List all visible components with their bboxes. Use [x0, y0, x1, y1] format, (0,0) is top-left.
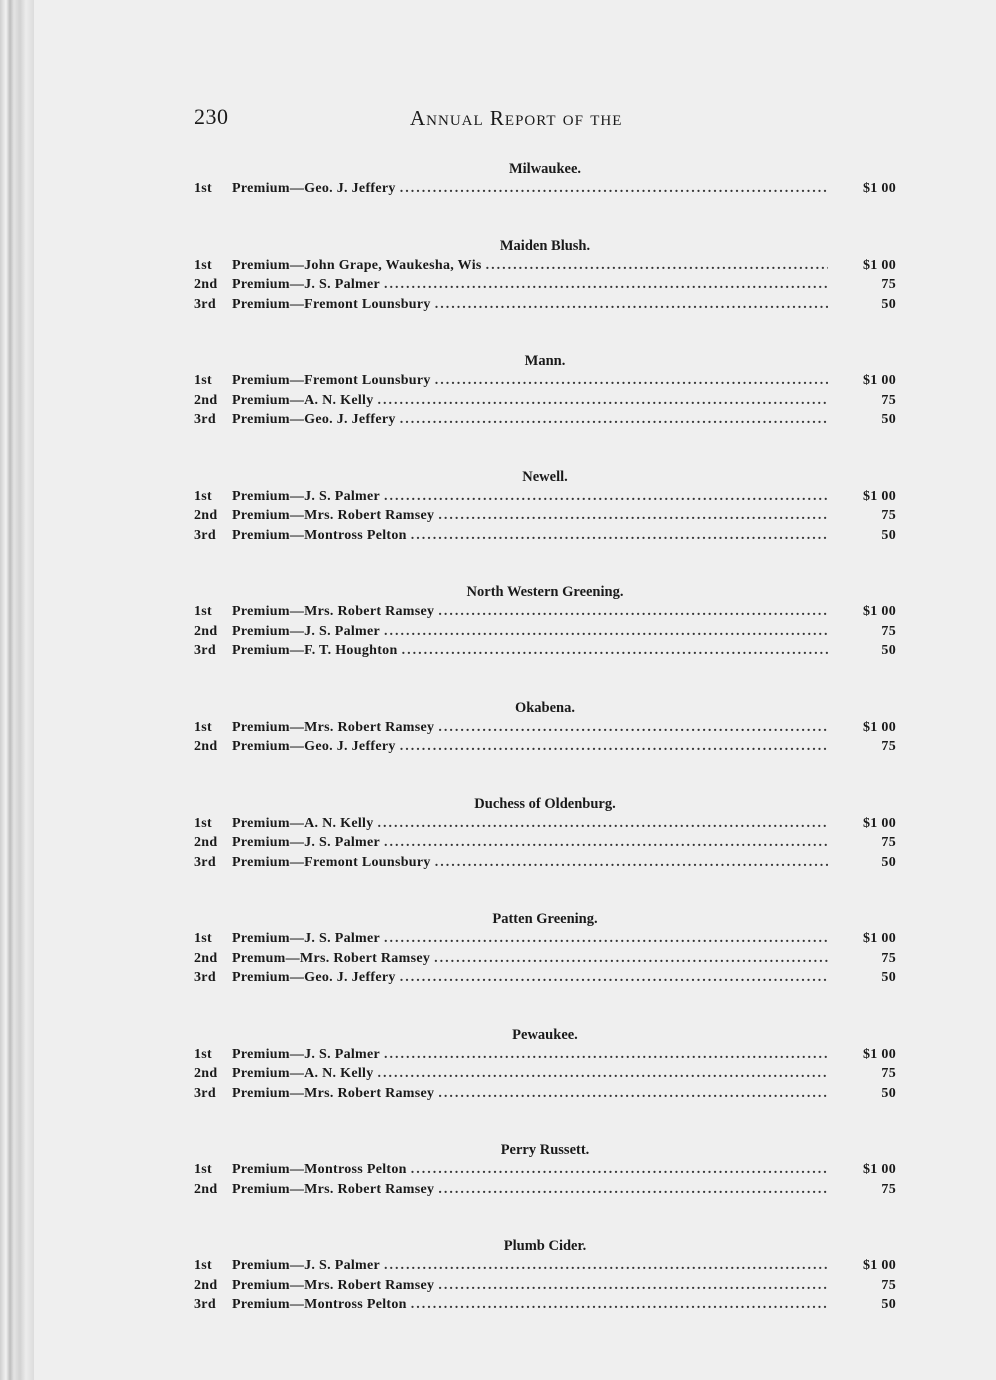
premium-entry [194, 391, 896, 411]
premium-entry [194, 526, 896, 546]
entry-place: 1st [194, 604, 213, 619]
entry-place: 1st [194, 181, 213, 196]
dot-leader [400, 179, 828, 199]
premium-section [194, 352, 896, 430]
dot-leader [438, 718, 828, 738]
entry-winner: Premium—J. S. Palmer [232, 277, 381, 292]
premium-entry [194, 853, 896, 873]
entry-amount: 50 [881, 1297, 896, 1312]
premium-section [194, 160, 896, 199]
dot-leader [411, 526, 828, 546]
entry-amount: 50 [881, 412, 896, 427]
entry-winner: Premium—Geo. J. Jeffery [232, 970, 396, 985]
dot-leader [438, 506, 828, 526]
entry-winner: Premium—Fremont Lounsbury [232, 854, 431, 870]
entry-winner: Premium—Mrs. Robert Ramsey [232, 1181, 435, 1197]
dot-leader [411, 1160, 828, 1180]
dot-leader [384, 1256, 828, 1276]
entry-amount: $1 00 [863, 257, 896, 273]
entry-amount: 75 [881, 508, 896, 523]
entry-place: 2nd [194, 508, 218, 523]
dot-leader [384, 833, 828, 853]
running-head: Annual Report of the [410, 106, 623, 130]
dot-leader [378, 1064, 828, 1084]
entry-amount: 75 [881, 623, 896, 639]
entry-place: 2nd [194, 277, 218, 292]
entry-place: 1st [194, 373, 213, 388]
dot-leader [384, 622, 828, 642]
entry-winner: Premium—Mrs. Robert Ramsey [232, 719, 435, 735]
entry-amount: 50 [881, 1085, 896, 1101]
section-title: Duchess of Oldenburg. [474, 795, 616, 812]
premium-entry [194, 179, 896, 199]
entry-place: 2nd [194, 1066, 218, 1081]
section-title: Patten Greening. [492, 911, 598, 927]
document-page [34, 0, 996, 1380]
entry-place: 2nd [194, 950, 218, 966]
premium-section [194, 1141, 896, 1199]
premium-section [194, 699, 896, 757]
section-title: Perry Russett. [500, 1142, 590, 1158]
entry-place: 2nd [194, 623, 218, 639]
entry-winner: Premium—Geo. J. Jeffery [232, 181, 396, 196]
premium-entry [194, 275, 896, 295]
entry-place: 3rd [194, 970, 216, 985]
entry-winner: Premium—Fremont Lounsbury [232, 296, 431, 312]
entry-winner: Premium—A. N. Kelly [232, 392, 374, 408]
entry-amount: $1 00 [863, 488, 896, 504]
premium-entry [194, 1256, 896, 1276]
entry-winner: Premium—John Grape, Waukesha, Wis [232, 257, 482, 273]
entry-amount: $1 00 [863, 1162, 896, 1177]
entry-place: 2nd [194, 1181, 218, 1197]
dot-leader [411, 1295, 828, 1315]
entry-winner: Premium—Geo. J. Jeffery [232, 739, 396, 754]
premium-entry [194, 929, 896, 949]
entry-amount: $1 00 [863, 373, 896, 388]
section-title: North Western Greening. [466, 584, 624, 600]
premium-entry [194, 1276, 896, 1296]
entry-amount: $1 00 [863, 181, 896, 196]
dot-leader [434, 949, 828, 969]
section-title: Newell. [522, 468, 568, 485]
entry-winner: Premium—Geo. J. Jeffery [232, 412, 396, 427]
premium-entry [194, 814, 896, 834]
dot-leader [435, 295, 828, 315]
premium-entry [194, 1295, 896, 1315]
entry-amount: 50 [881, 296, 896, 312]
entry-amount: 75 [881, 392, 896, 408]
dot-leader [384, 929, 828, 949]
dot-leader [438, 602, 828, 622]
section-title: Okabena. [514, 699, 576, 716]
premium-entry [194, 833, 896, 853]
entry-winner: Premium—Montross Pelton [232, 1162, 407, 1177]
page-header [194, 104, 894, 134]
entry-place: 1st [194, 815, 213, 831]
entry-winner: Premium—Mrs. Robert Ramsey [232, 604, 435, 619]
dot-leader [400, 410, 828, 430]
section-title: Plumb Cider. [503, 1238, 587, 1254]
premium-entry [194, 371, 896, 391]
entry-place: 1st [194, 931, 213, 946]
entry-amount: 50 [881, 854, 896, 870]
premium-section [194, 1026, 896, 1104]
entry-place: 1st [194, 1162, 213, 1177]
entry-amount: $1 00 [863, 931, 896, 946]
entry-winner: Premium—F. T. Houghton [232, 643, 398, 658]
dot-leader [384, 275, 828, 295]
dot-leader [384, 1045, 828, 1065]
entry-winner: Premium—J. S. Palmer [232, 835, 381, 850]
entry-winner: Premium—A. N. Kelly [232, 1066, 374, 1081]
entry-place: 1st [194, 719, 213, 735]
dot-leader [384, 487, 828, 507]
entry-winner: Premium—Mrs. Robert Ramsey [232, 1085, 435, 1101]
entry-winner: Premum—Mrs. Robert Ramsey [232, 950, 431, 966]
section-title: Mann. [524, 353, 566, 369]
entry-place: 3rd [194, 412, 216, 427]
entry-amount: $1 00 [863, 719, 896, 735]
entry-amount: 75 [881, 1277, 896, 1293]
page-number: 230 [194, 104, 229, 129]
entry-winner: Premium—Montross Pelton [232, 527, 407, 543]
entry-place: 1st [194, 1258, 213, 1273]
premium-entry [194, 718, 896, 738]
premium-entry [194, 949, 896, 969]
entry-amount: 75 [881, 1066, 896, 1081]
entry-amount: 50 [881, 970, 896, 985]
entry-winner: Premium—J. S. Palmer [232, 488, 381, 504]
entry-amount: 75 [881, 835, 896, 850]
dot-leader [435, 371, 828, 391]
dot-leader [438, 1276, 828, 1296]
premium-entry [194, 602, 896, 622]
premium-section [194, 237, 896, 315]
dot-leader [402, 641, 828, 661]
dot-leader [438, 1084, 828, 1104]
premium-section [194, 583, 896, 661]
entry-place: 3rd [194, 854, 216, 870]
entry-winner: Premium—J. S. Palmer [232, 931, 381, 946]
entry-place: 1st [194, 488, 213, 504]
entry-winner: Premium—Fremont Lounsbury [232, 373, 431, 388]
entry-place: 3rd [194, 643, 216, 658]
entry-winner: Premium—J. S. Palmer [232, 623, 381, 639]
premium-entry [194, 506, 896, 526]
entry-place: 3rd [194, 1297, 216, 1312]
entry-amount: 75 [881, 277, 896, 292]
dot-leader [435, 853, 828, 873]
section-title: Milwaukee. [508, 161, 582, 177]
premium-entry [194, 737, 896, 757]
dot-leader [486, 256, 828, 276]
entry-amount: 50 [881, 527, 896, 543]
premium-entry [194, 622, 896, 642]
premium-section [194, 468, 896, 546]
premium-entry [194, 968, 896, 988]
entry-place: 2nd [194, 1277, 218, 1293]
premium-entry [194, 641, 896, 661]
premium-section [194, 910, 896, 988]
book-binding-edge [0, 0, 34, 1380]
premium-list [194, 160, 896, 1353]
dot-leader [438, 1180, 828, 1200]
dot-leader [400, 968, 828, 988]
dot-leader [378, 814, 828, 834]
entry-winner: Premium—Mrs. Robert Ramsey [232, 1277, 435, 1293]
entry-amount: $1 00 [863, 604, 896, 619]
entry-amount: 75 [881, 739, 896, 754]
section-title: Pewaukee. [512, 1026, 578, 1043]
premium-entry [194, 1180, 896, 1200]
premium-entry [194, 487, 896, 507]
dot-leader [378, 391, 828, 411]
premium-entry [194, 295, 896, 315]
entry-place: 3rd [194, 527, 216, 543]
entry-winner: Premium—A. N. Kelly [232, 815, 374, 831]
entry-place: 1st [194, 1046, 213, 1062]
premium-entry [194, 256, 896, 276]
entry-place: 2nd [194, 392, 218, 408]
dot-leader [400, 737, 828, 757]
entry-amount: 75 [881, 950, 896, 966]
entry-amount: 75 [881, 1181, 896, 1197]
entry-place: 2nd [194, 739, 218, 754]
entry-winner: Premium—Montross Pelton [232, 1297, 407, 1312]
entry-place: 3rd [194, 296, 216, 312]
premium-entry [194, 1045, 896, 1065]
entry-place: 3rd [194, 1085, 216, 1101]
premium-entry [194, 1160, 896, 1180]
entry-place: 2nd [194, 835, 218, 850]
premium-entry [194, 410, 896, 430]
entry-amount: $1 00 [863, 1046, 896, 1062]
entry-amount: $1 00 [863, 1258, 896, 1273]
entry-winner: Premium—Mrs. Robert Ramsey [232, 508, 435, 523]
premium-section [194, 1237, 896, 1315]
premium-section [194, 795, 896, 873]
entry-amount: 50 [881, 643, 896, 658]
entry-place: 1st [194, 257, 213, 273]
premium-entry [194, 1084, 896, 1104]
entry-winner: Premium—J. S. Palmer [232, 1046, 381, 1062]
entry-winner: Premium—J. S. Palmer [232, 1258, 381, 1273]
premium-entry [194, 1064, 896, 1084]
section-title: Maiden Blush. [499, 237, 591, 254]
entry-amount: $1 00 [863, 815, 896, 831]
